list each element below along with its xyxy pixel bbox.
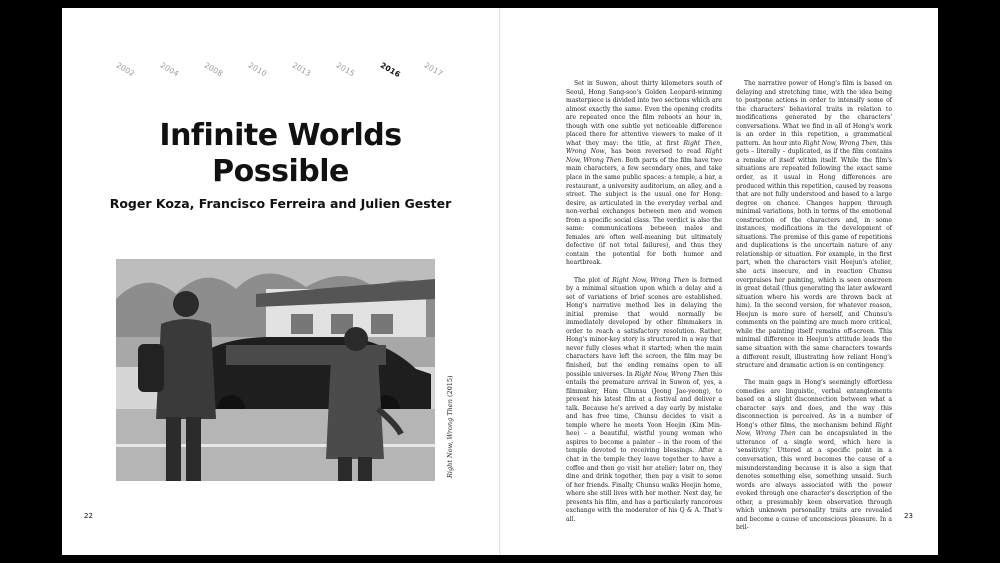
year-link-2008[interactable]: 2008: [202, 60, 225, 79]
title-line-1: Infinite Worlds: [159, 118, 402, 153]
year-link-2017[interactable]: 2017: [422, 60, 445, 79]
film-still-photo: [116, 259, 435, 481]
paragraph: The main gags in Hong's seemingly effortless comedies are linguistic, verbal entanglements based on a slight disconnection between what a character says and does, and the way this disconnection is perceived. As in a number of Hong's other films, the mechanism behind Right Now, Wrong Then can be encapsulated in the utterance of a single word, which here is 'sensitivity.' Uttered at a specific point in a conversation, this word becomes the cause of a misunderstanding because it is also a sign that denotes something else, something unsaid. Such words are always associated with the power evoked through one character's description of the other, a presumably keen observation through which unknown personality traits are revealed and become a cause of unconscious pleasure. In a bril-: [736, 379, 892, 532]
caption-film-title: Right Now, Wrong Then: [446, 399, 454, 478]
year-link-2013[interactable]: 2013: [290, 60, 313, 79]
caption-year: (2015): [446, 375, 454, 398]
year-link-2010[interactable]: 2010: [246, 60, 269, 79]
page-number-right: 23: [904, 512, 913, 520]
year-link-2004[interactable]: 2004: [158, 60, 181, 79]
film-still-illustration: [116, 259, 435, 481]
text-column-1: [566, 80, 722, 533]
article-title: [62, 118, 499, 190]
year-link-2015[interactable]: 2015: [334, 60, 357, 79]
title-line-2: Possible: [212, 154, 349, 189]
year-link-2002[interactable]: 2002: [114, 60, 137, 79]
page-number-left: 22: [84, 512, 93, 520]
paragraph: Set in Suwon, about thirty kilometers south of Seoul, Hong Sang-soo's Golden Leopard-winning masterpiece is divided into two sections which are almost exactly the same. Even the opening credits are repeated once the film reboots an hour in, though with one subtle yet noticeable difference placed there for attentive viewers to make of it what they may: the title, at first Right Then, Wrong Now, has been reversed to read Right Now, Wrong Then. Both parts of the film have two main characters, a few secondary ones, and take place in the same public spaces: a temple, a bar, a restaurant, a university auditorium, an alley, and a street. The subject is the usual one for Hong: desire, as articulated in the everyday verbal and non-verbal exchanges between men and women from a specific social class. The verdict is also the same: communications between males and females are often well-meaning but ultimately defective (if not total failures), and thus they contain the potential for both humor and heartbreak.: [566, 80, 722, 267]
article-byline: Roger Koza, Francisco Ferreira and Julien Gester: [109, 196, 452, 211]
paragraph: The narrative power of Hong's film is based on delaying and stretching time, with the idea being to postpone actions in order to intensify some of the characters' behavioral traits in relation to modifications generated by the characters' conversations. What we find in all of Hong's work is an order in this repetition, a grammatical pattern. An hour into Right Now, Wrong Then, this gets – literally – duplicated, as if the film contains a remake of itself within itself. While the film's situations are repeated following the exact same order, as it usual in Hong differences are produced within this repetition, caused by reasons that are not fully understood and based to a large degree on chance. Changes happen through minimal variations, both in terms of the emotional construction of the characters and, in some instances, modifications in the development of situations. The premise of this game of repetitions and duplications is the uncertain nature of any relationship or situation. For example, in the first part, when the characters visit Heejun's atelier, she acts insecure, and in reaction Chunsu overpraises her painting, which is seen onscreen in great detail (thus generating the later awkward situation where his words are thrown back at him). In the second version, for whatever reason, Heejun is more sure of herself, and Chunsu's comments on the painting are much more critical, while the painting itself remains off-screen. This minimal difference in Heejun's attitude leads the same situation with the same characters towards a different result, illustrating how reliant Hong's structure and dramatic action is on contingency.: [736, 80, 892, 370]
photo-caption: [446, 375, 454, 478]
magazine-spread: [62, 8, 938, 555]
year-link-2016[interactable]: 2016: [378, 60, 403, 80]
page-gutter: [499, 8, 501, 555]
paragraph: The plot of Right Now, Wrong Then is formed by a minimal situation upon which a delay and a set of variations of brief scenes are established. Hong's narrative method lies in delaying the initial premise that would normally be immediately developed by other filmmakers in order to reach a satisfactory resolution. Rather, Hong's minor-key story is structured in a way that never fully closes what it started; when the main characters have left the screen, the film may be finished, but the ending remains open to all possible universes. In Right Now, Wrong Then this entails the premature arrival in Suwon of, yes, a filmmaker, Ham Chunsu (Jeong Jae-yeong), to present his latest film at a festival and deliver a talk. Because he's arrived a day early by mistake and has free time, Chunsu decides to visit a temple where he meets Yoon Heejin (Kim Min-hee) – a beautiful, wistful young woman who aspires to become a painter – in the room of the temple devoted to receiving blessings. After a chat in the temple they leave together to have a coffee and then go visit her atelier; later on, they dine and drink together, then pay a visit to some of her friends. Finally, Chunsu walks Heejin home, where she still lives with her mother. Next day, he presents his film, and has a particularly rancorous exchange with the moderator of his Q & A. That's all.: [566, 276, 722, 523]
text-column-2: [736, 80, 892, 541]
